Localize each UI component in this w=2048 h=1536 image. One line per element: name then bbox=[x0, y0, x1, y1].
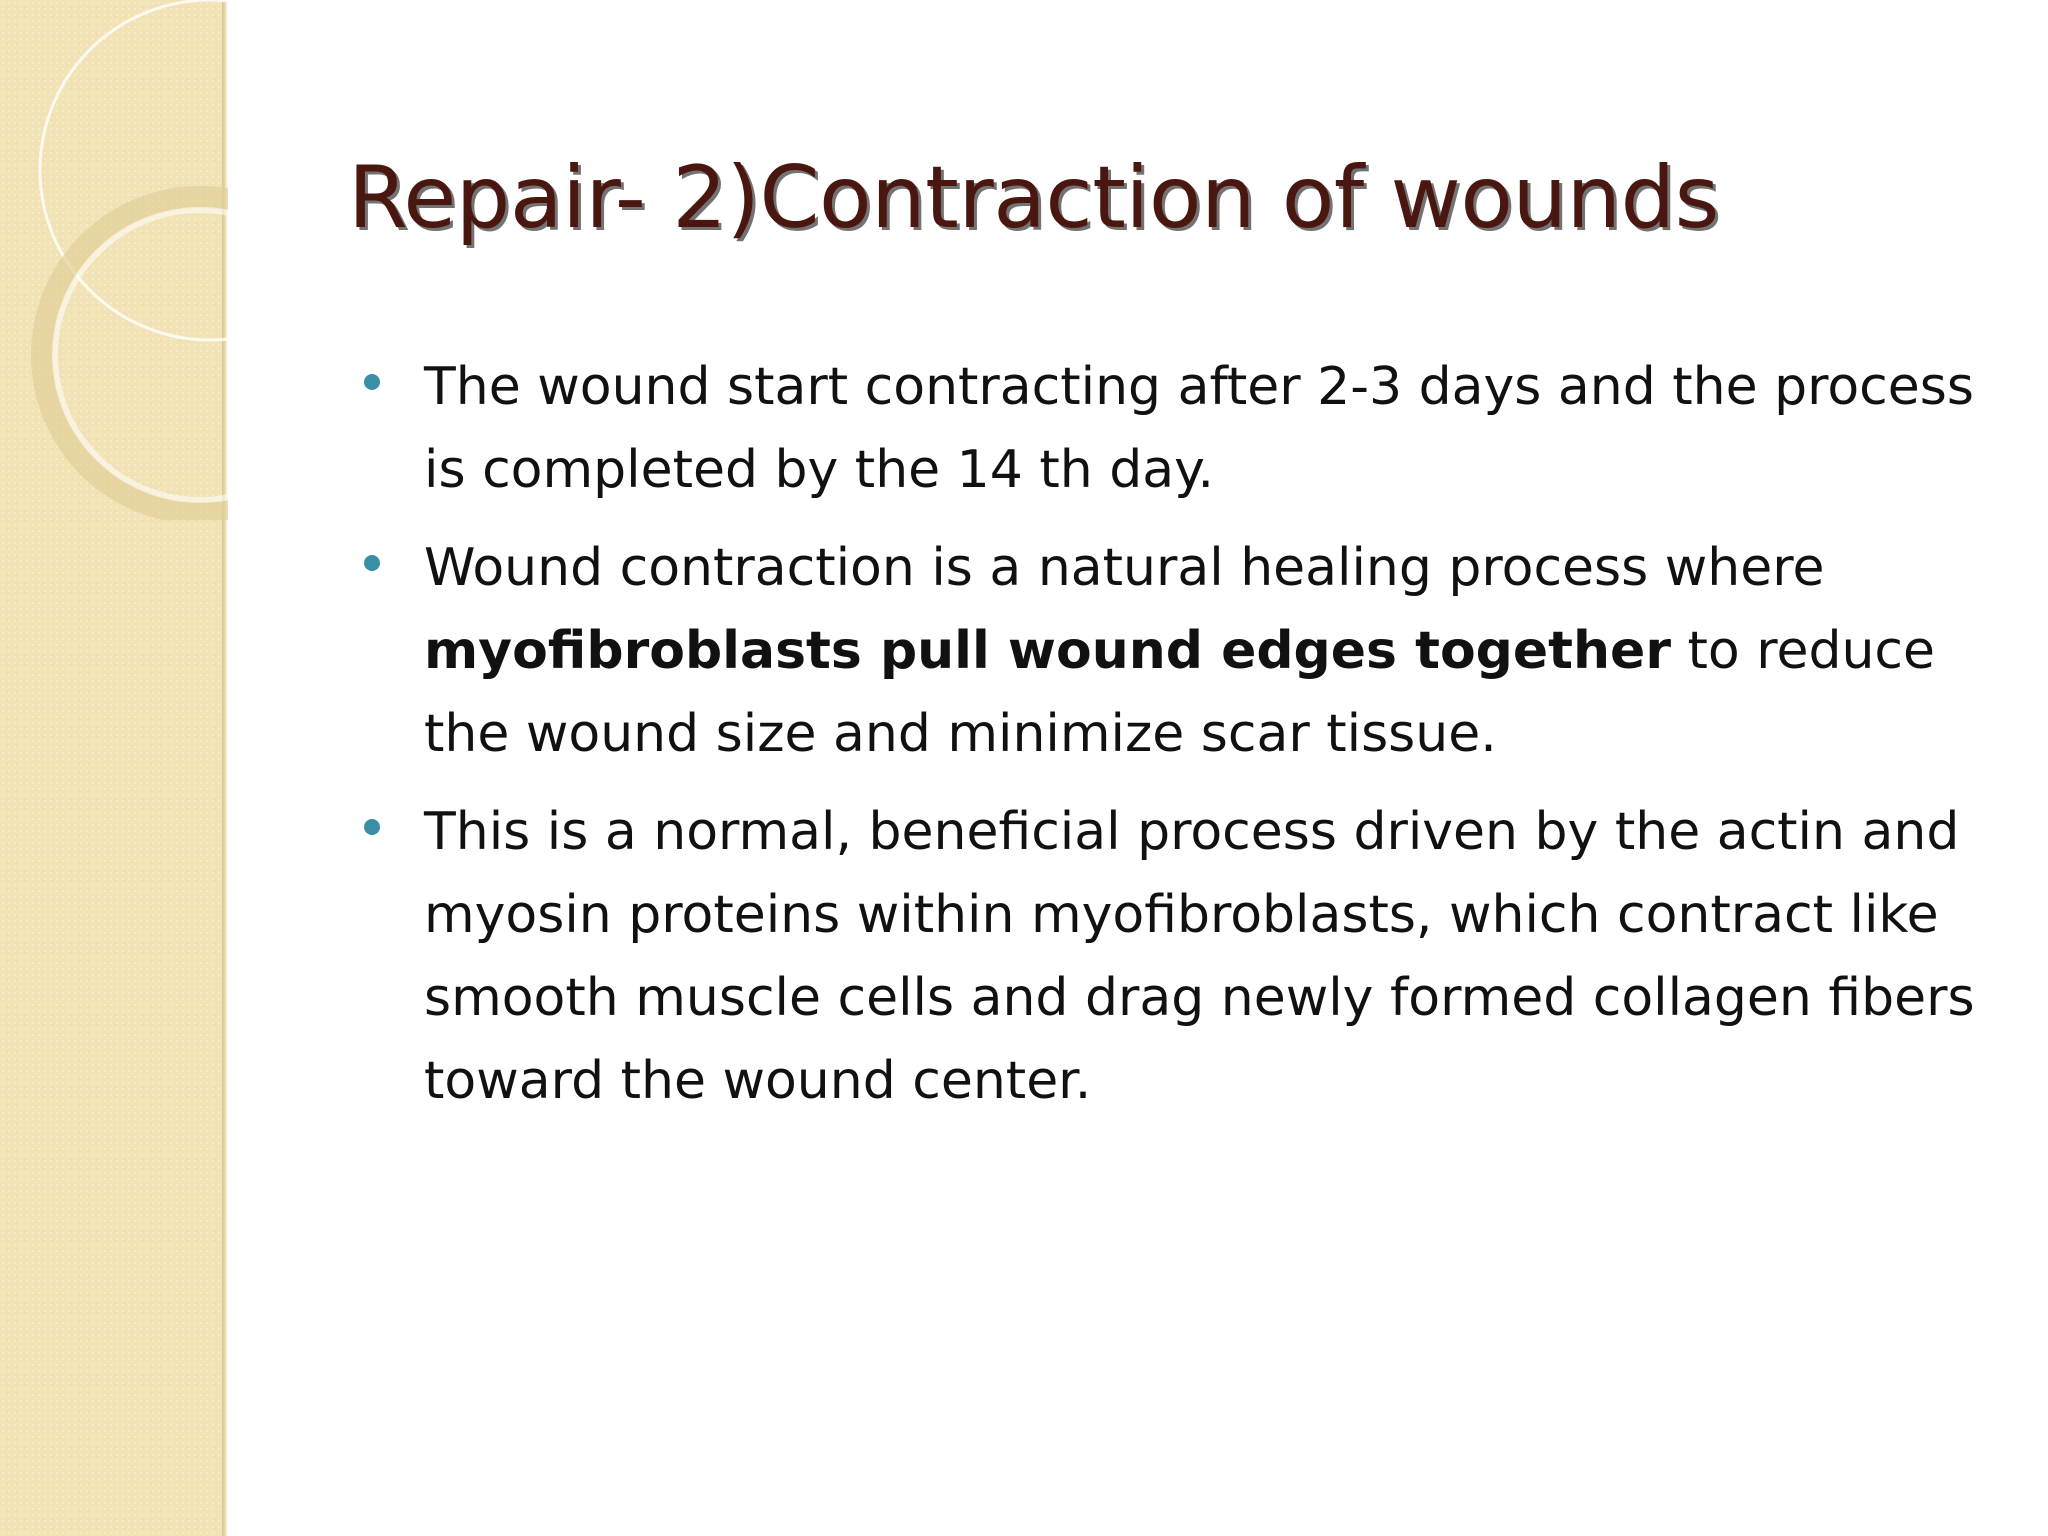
bullet-item bbox=[424, 791, 2004, 1123]
bullet-text-start: Wound contraction is a natural healing process where bbox=[424, 538, 1825, 598]
bullet-text: This is a normal, beneficial process driven by the actin and myosin proteins within myofibroblasts, which contract like smooth muscle cells and drag newly formed collagen fibers toward the wound center. bbox=[424, 802, 1975, 1111]
bullet-text-end: to reduce the wound size and minimize scar tissue. bbox=[424, 621, 1936, 764]
bullet-item bbox=[424, 527, 2004, 776]
bullet-marker-icon bbox=[364, 555, 380, 571]
bullet-marker-icon bbox=[364, 819, 380, 835]
bullet-text-emphasis: myofibroblasts pull wound edges together bbox=[424, 621, 1671, 681]
decorative-rings bbox=[0, 0, 228, 520]
bullet-item bbox=[424, 346, 2004, 512]
bullet-list bbox=[424, 346, 2004, 1138]
bullet-text: The wound start contracting after 2-3 days and the process is completed by the 14 th day. bbox=[424, 357, 1974, 500]
bullet-marker-icon bbox=[364, 374, 380, 390]
slide-title: Repair- 2)Contraction of wounds bbox=[348, 148, 1719, 248]
ring-small-outer bbox=[42, 197, 228, 513]
